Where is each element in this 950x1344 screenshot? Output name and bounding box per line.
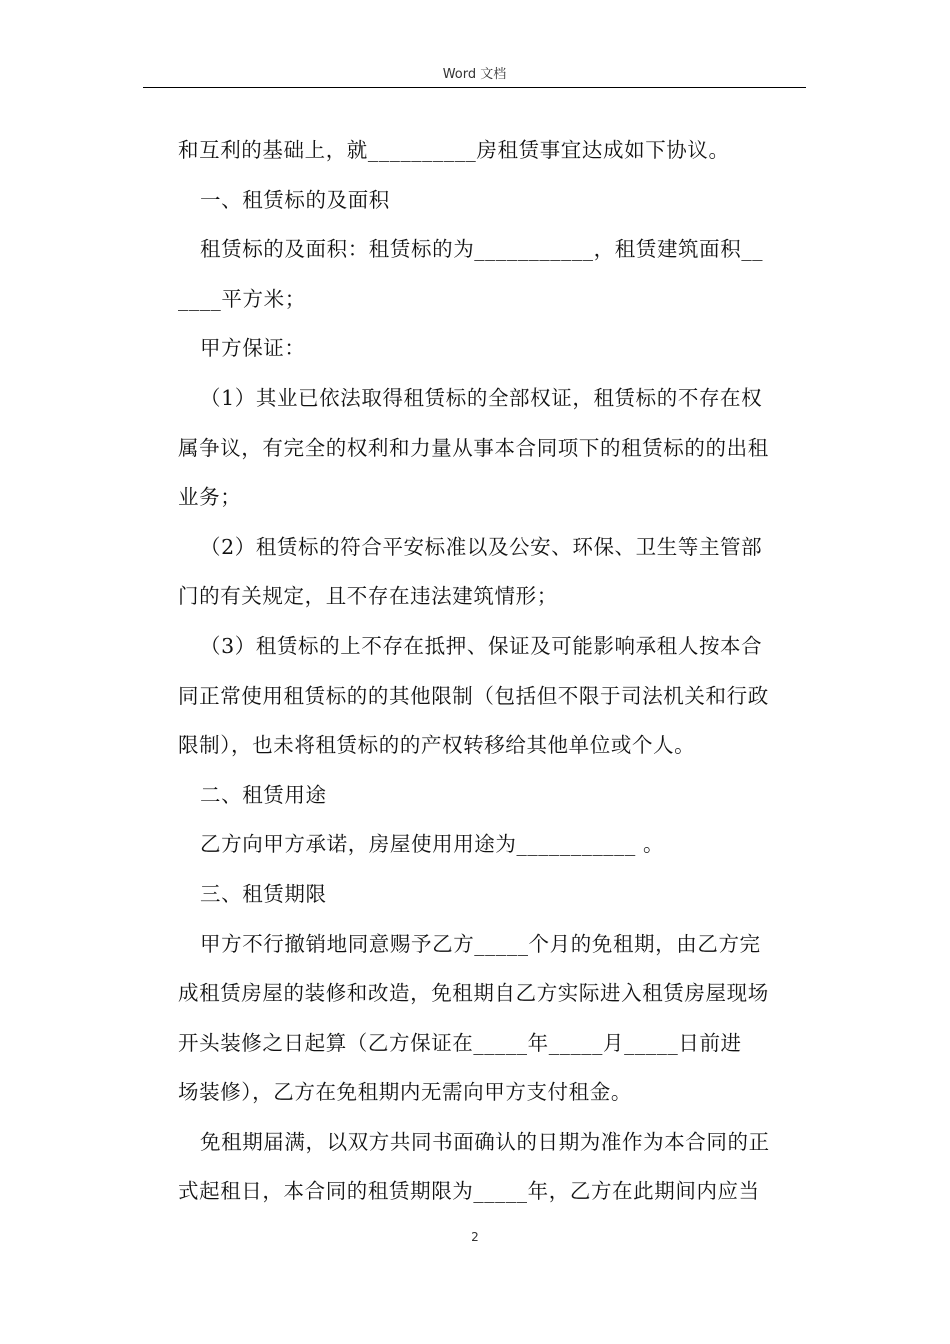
document-body bbox=[178, 126, 802, 1217]
list-item-2: （2）租赁标的符合平安标准以及公安、环保、卫生等主管部 bbox=[200, 534, 763, 559]
body-line: 业务； bbox=[178, 485, 242, 510]
body-line: 甲方不行撤销地同意赐予乙方_____个月的免租期，由乙方完 bbox=[200, 931, 761, 956]
body-line: 场装修），乙方在免租期内无需向甲方支付租金。 bbox=[178, 1080, 632, 1105]
page-number: 2 bbox=[471, 1230, 479, 1244]
section-heading-1: 一、租赁标的及面积 bbox=[200, 187, 390, 212]
body-line: 式起租日，本合同的租赁期限为_____年，乙方在此期间内应当 bbox=[178, 1179, 760, 1204]
section-heading-3: 三、租赁期限 bbox=[200, 881, 327, 906]
body-line: 甲方保证： bbox=[200, 336, 306, 361]
body-line: 属争议，有完全的权利和力量从事本合同项下的租赁标的的出租 bbox=[178, 435, 769, 460]
body-line: 乙方向甲方承诺，房屋使用用途为___________ 。 bbox=[200, 832, 665, 857]
body-line: 限制），也未将租赁标的的产权转移给其他单位或个人。 bbox=[178, 733, 696, 758]
body-line: 成租赁房屋的装修和改造，免租期自乙方实际进入租赁房屋现场 bbox=[178, 981, 769, 1006]
section-heading-2: 二、租赁用途 bbox=[200, 782, 327, 807]
body-line: 租赁标的及面积：租赁标的为___________，租赁建筑面积__ bbox=[200, 237, 764, 262]
body-line: 和互利的基础上，就__________房租赁事宜达成如下协议。 bbox=[178, 138, 730, 162]
body-line: 免租期届满，以双方共同书面确认的日期为准作为本合同的正 bbox=[200, 1129, 770, 1154]
list-item-3: （3）租赁标的上不存在抵押、保证及可能影响承租人按本合 bbox=[200, 633, 763, 658]
list-item-1: （1）其业已依法取得租赁标的全部权证，租赁标的不存在权 bbox=[200, 385, 763, 410]
header-divider bbox=[143, 87, 806, 88]
body-line: 门的有关规定，且不存在违法建筑情形； bbox=[178, 584, 558, 609]
body-line: ____平方米； bbox=[178, 286, 306, 311]
page-header-title: Word 文档 bbox=[442, 67, 507, 82]
body-line: 开头装修之日起算（乙方保证在_____年_____月_____日前进 bbox=[178, 1030, 742, 1055]
body-line: 同正常使用租赁标的的其他限制（包括但不限于司法机关和行政 bbox=[178, 683, 769, 708]
